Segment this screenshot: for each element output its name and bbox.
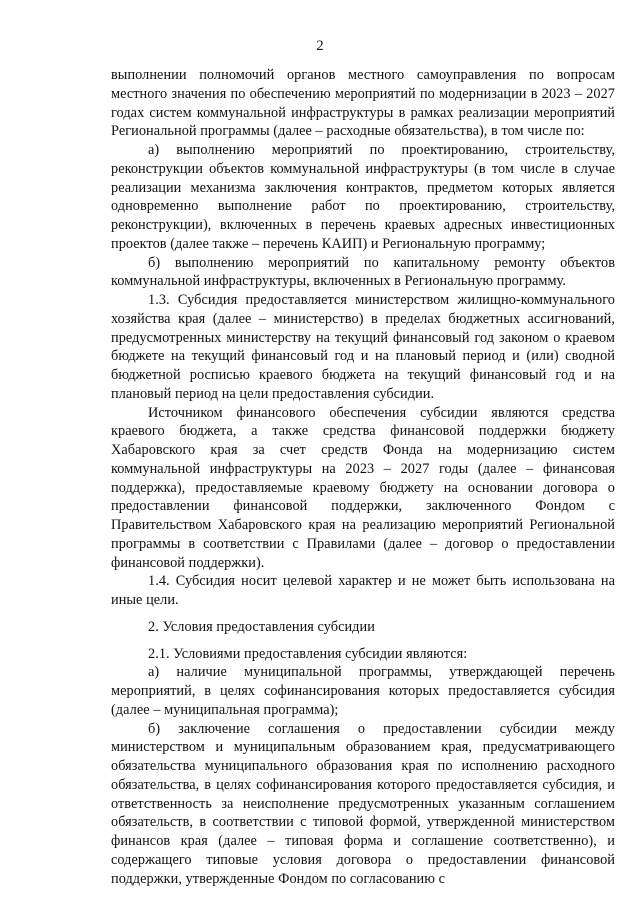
paragraph-condition-b: б) заключение соглашения о предоставлении субсидии между министерством и муниципальным образованием края, предусматривающего обязательства муниципального образования края по исполнению расходного обязательства, в целях софинансирования которого предоставляется субсидия, и ответственность за неисполнение предусмотренных указанным соглашением обязательств, в соответствии с типовой формой, утвержденной министерством финансов края (далее – типовая форма и соглашение соответственно), и содержащего типовые условия договора о предоставлении финансовой поддержки, утвержденные Фондом по согласованию с [111,720,615,887]
paragraph-1-4: 1.4. Субсидия носит целевой характер и не может быть использована на иные цели. [111,573,615,608]
paragraph-continuation: выполнении полномочий органов местного самоуправления по вопросам местного значения по обеспечению мероприятий по модернизации в 2023 – 2027 годах систем коммунальной инфраструктуры в рамках реализации мероприятий Региональной программы (далее – расходные обязательства), в том числе по: [111,67,615,140]
paragraph-item-a-design: а) выполнению мероприятий по проектированию, строительству, реконструкции объектов коммунальной инфраструктуры (в том числе в случае реализации механизма заключения контрактов, предметом которых является одновременно выполнение работ по проектированию, строительству, реконструкции), включенных в перечень краевых адресных инвестиционных проектов (далее также – перечень КАИП) и Региональную программу; [111,142,615,252]
body-text [111,66,615,888]
paragraph-2-1: 2.1. Условиями предоставления субсидии являются: [148,645,468,662]
paragraph-condition-a: а) наличие муниципальной программы, утверждающей перечень мероприятий, в целях софинансирования которых предоставляется субсидия (далее – муниципальная программа); [111,664,615,718]
paragraph-1-3: 1.3. Субсидия предоставляется министерством жилищно-коммунального хозяйства края (далее – министерство) в пределах бюджетных ассигнований, предусмотренных министерству на текущий финансовый год законом о краевом бюджете на текущий финансовый год и на плановый период и (или) сводной бюджетной росписью краевого бюджета на текущий финансовый год и на плановый период на цели предоставления субсидии. [111,292,615,402]
page-number: 2 [316,38,324,54]
paragraph-item-b-repair: б) выполнению мероприятий по капитальному ремонту объектов коммунальной инфраструктуры, включенных в Региональную программу. [111,254,615,290]
paragraph-funding-source: Источником финансового обеспечения субсидии являются средства краевого бюджета, а также средства финансовой поддержки бюджету Хабаровского края за счет средств Фонда на модернизацию систем коммунальной инфраструктуры на 2023 – 2027 годы (далее – финансовая поддержка), предоставляемые краевому бюджету на основании договора о предоставлении финансовой поддержки, заключенного Фондом с Правительством Хабаровского края на реализацию мероприятий Региональной программы в соответствии с Правилами (далее – договор о предоставлении финансовой поддержки). [111,404,615,571]
section-heading-conditions: 2. Условия предоставления субсидии [148,618,375,635]
